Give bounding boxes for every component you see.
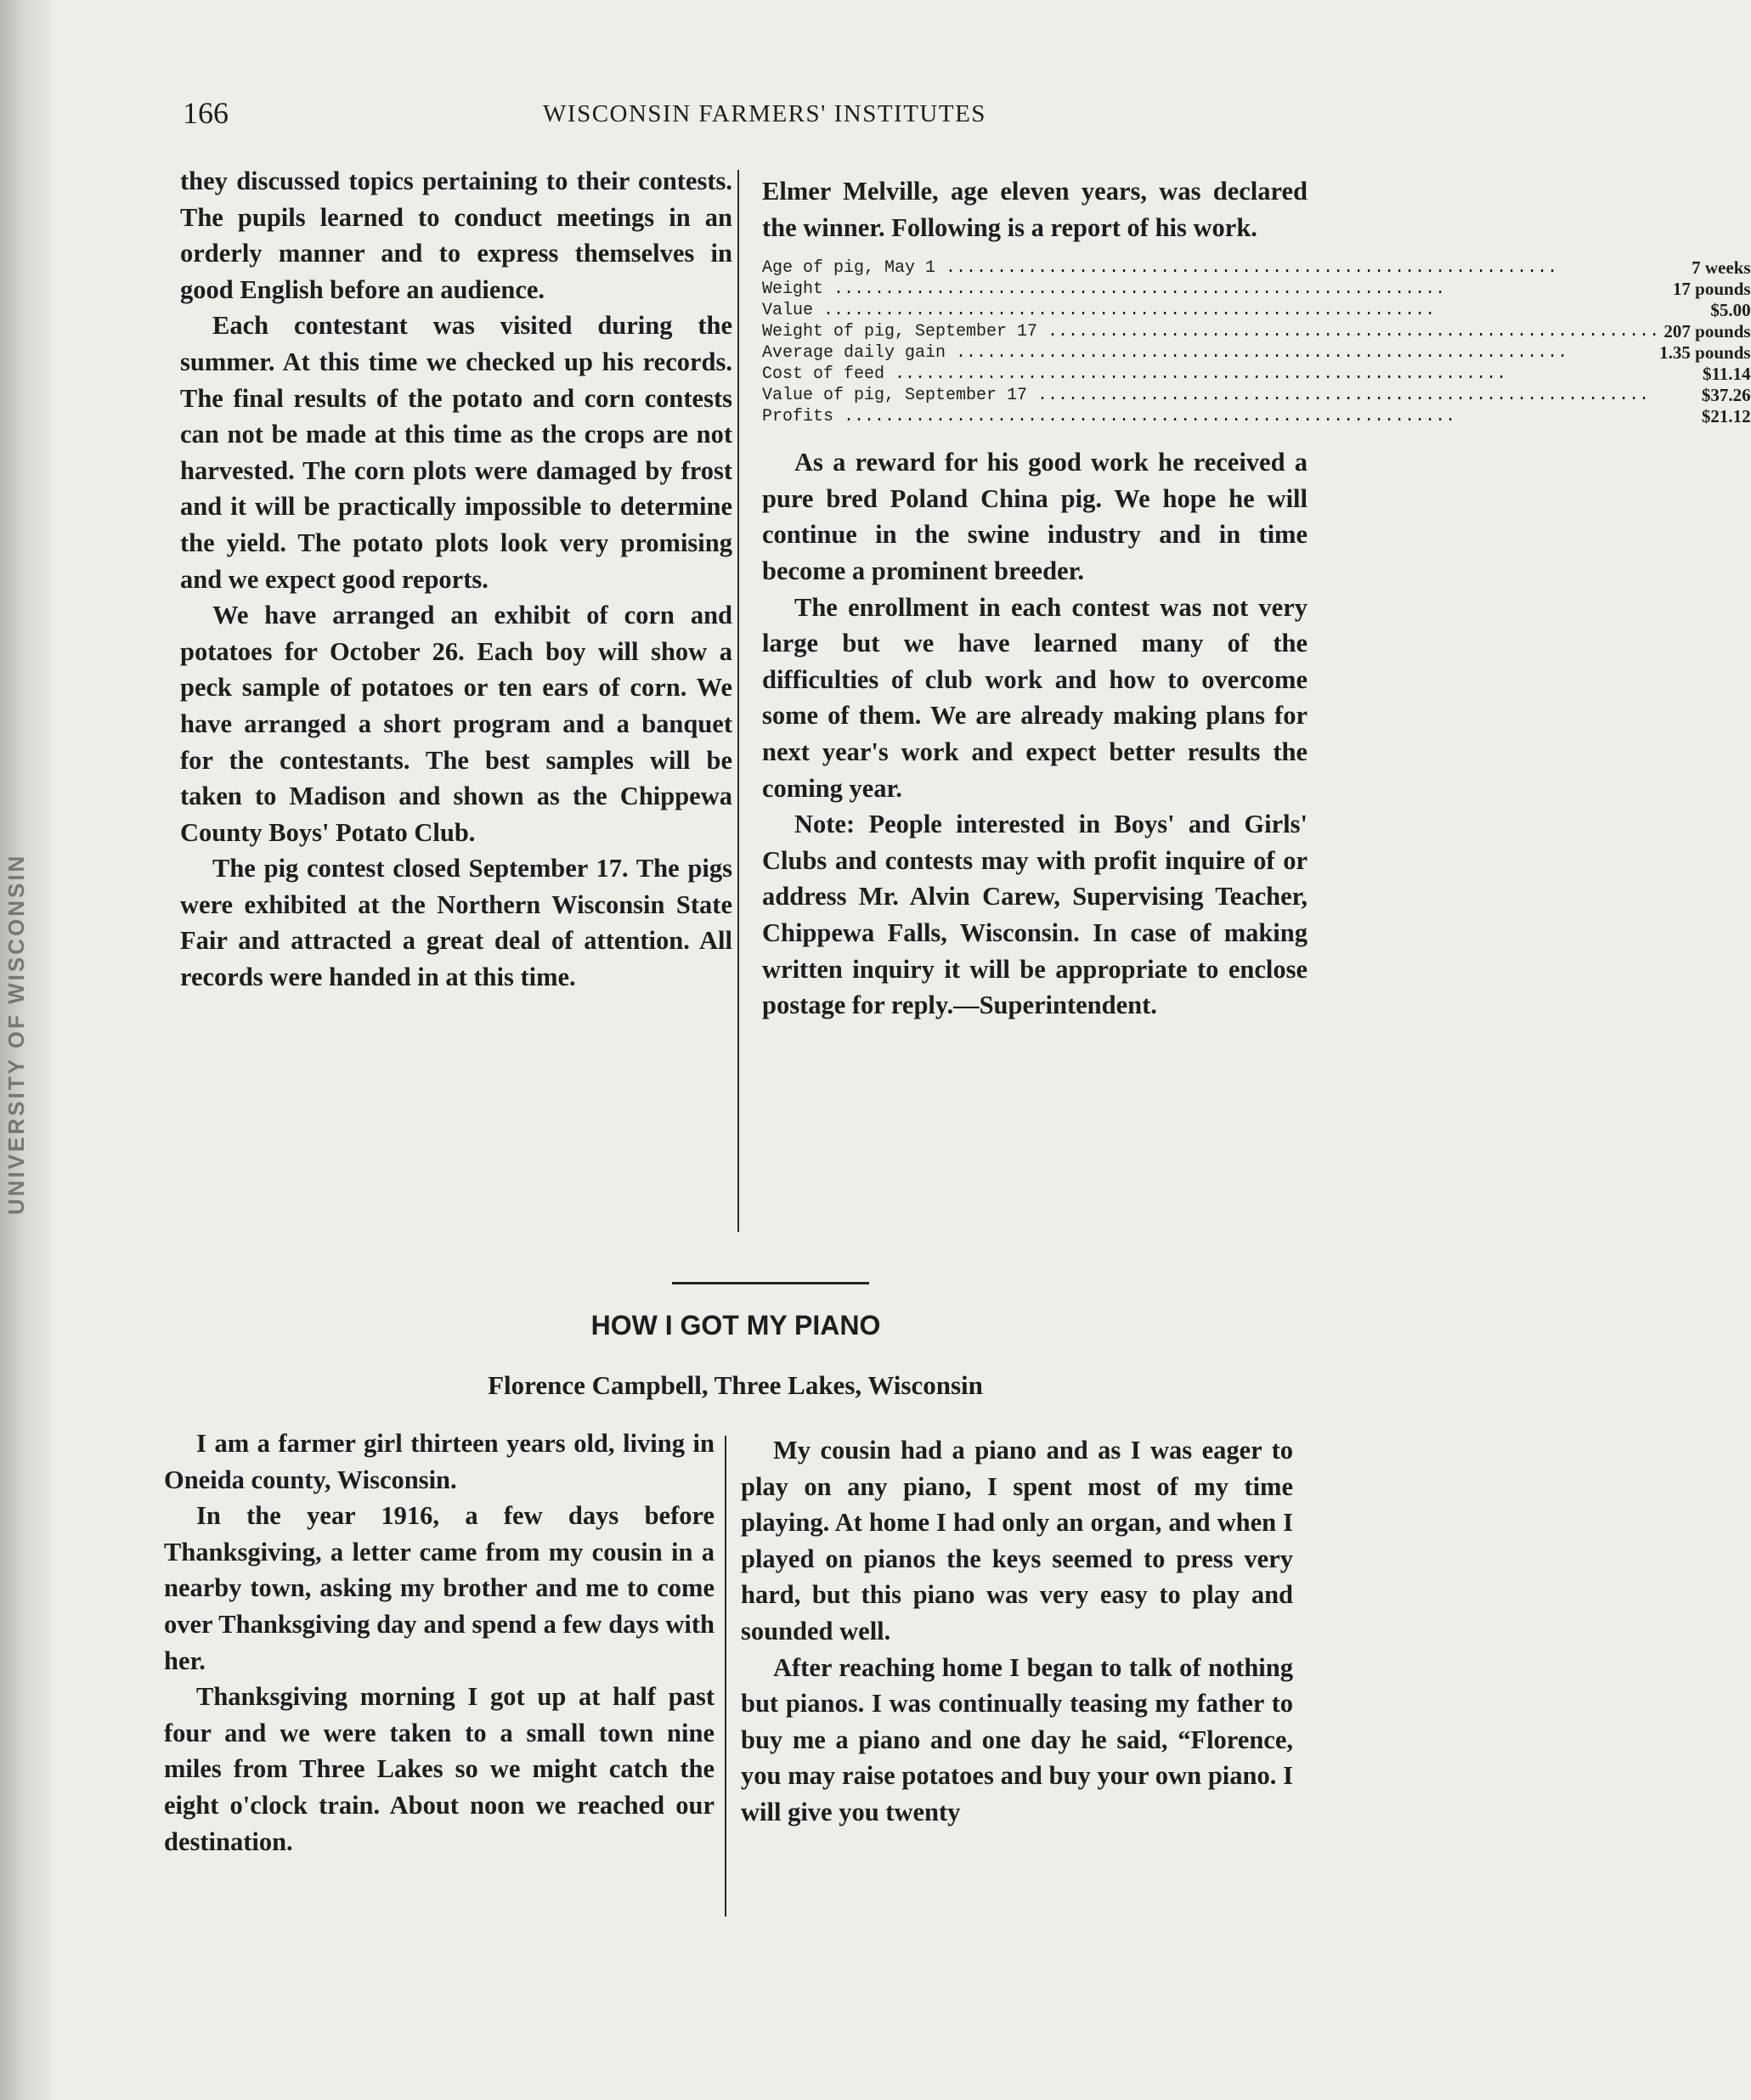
record-label: Weight ............................................................ — [762, 279, 1446, 300]
top-left-column — [180, 163, 732, 996]
record-row — [762, 257, 1751, 279]
record-row — [762, 406, 1751, 427]
paragraph: Each contestant was visited during the summer. At this time we checked up his records. The final results of the potato and corn contests can not be made at this time as the crops are not harvested. The corn plots were damaged by frost and it will be practically impossible to determine the yield. The potato plots look very promising and we expect good reports. — [180, 311, 732, 594]
column-divider — [725, 1436, 726, 1917]
record-value: 1.35 pounds — [1659, 342, 1751, 364]
bottom-left-column — [164, 1425, 715, 1860]
record-row — [762, 385, 1751, 406]
paragraph: My cousin had a piano and as I was eager to play on any piano, I spent most of my time playing. At home I had only an organ, and when I played on pianos the keys seemed to press very hard, but this piano was very easy to play and sounded well. — [741, 1436, 1293, 1646]
record-value: 207 pounds — [1663, 321, 1751, 342]
paragraph: After reaching home I began to talk of nothing but pianos. I was continually teasing my father to buy me a piano and one day he said, “Florence, you may raise potatoes and buy your own piano. I will give you twenty — [741, 1652, 1293, 1826]
article-title: HOW I GOT MY PIANO — [590, 1310, 881, 1341]
library-stamp: UNIVERSITY OF WISCONSIN — [3, 853, 29, 1215]
paragraph: The enrollment in each contest was not very large but we have learned many of the difficulties of club work and how to overcome some of them. We are already making plans for next year's work and expect better results the coming year. — [762, 592, 1308, 803]
running-head: WISCONSIN FARMERS' INSTITUTES — [543, 100, 986, 127]
paragraph: Note: People interested in Boys' and Girls' Clubs and contests may with profit inquire of or address Mr. Alvin Carew, Supervising Teacher, Chippewa Falls, Wisconsin. In case of making written inquiry it will be appropriate to enclose postage for reply.—Superintendent. — [762, 810, 1308, 1020]
record-row — [762, 364, 1751, 385]
record-value: 7 weeks — [1692, 257, 1751, 279]
paragraph: The pig contest closed September 17. The pigs were exhibited at the Northern Wisconsin State Fair and attracted a great deal of attention. All records were handed in at this time. — [180, 854, 732, 992]
record-value: 17 pounds — [1672, 279, 1751, 300]
record-label: Profits ............................................................ — [762, 407, 1456, 427]
paragraph: As a reward for his good work he received a pure bred Poland China pig. We hope he will continue in the swine industry and in time become a prominent breeder. — [762, 448, 1308, 585]
bottom-right-column — [741, 1432, 1293, 1831]
record-label: Weight of pig, September 17 ............................................................ — [762, 322, 1660, 342]
article-byline: Florence Campbell, Three Lakes, Wisconsin — [488, 1370, 983, 1400]
top-right-column — [762, 173, 1751, 1024]
record-row — [762, 279, 1751, 300]
record-value: $5.00 — [1710, 300, 1751, 321]
record-label: Age of pig, May 1 ............................................................ — [762, 258, 1558, 279]
record-label: Value of pig, September 17 ............................................................ — [762, 386, 1650, 406]
record-value: $11.14 — [1702, 364, 1751, 385]
record-value: $37.26 — [1701, 385, 1751, 406]
pig-record-table — [762, 257, 1751, 427]
section-divider — [672, 1282, 869, 1284]
record-row — [762, 321, 1751, 342]
record-value: $21.12 — [1701, 406, 1751, 427]
record-row — [762, 342, 1751, 364]
record-row — [762, 300, 1751, 321]
column-divider — [737, 170, 739, 1232]
paragraph: In the year 1916, a few days before Thanksgiving, a letter came from my cousin in a nearby town, asking my brother and me to come over Thanksgiving day and spend a few days with her. — [164, 1501, 715, 1675]
paragraph: Thanksgiving morning I got up at half past four and we were taken to a small town nine miles from Three Lakes so we might catch the eight o'clock train. About noon we reached our destination. — [164, 1682, 715, 1856]
paragraph: they discussed topics pertaining to their contests. The pupils learned to conduct meetings in an orderly manner and to express themselves in good English before an audience. — [180, 167, 732, 304]
paragraph: Elmer Melville, age eleven years, was declared the winner. Following is a report of his work. — [762, 177, 1308, 242]
paragraph: We have arranged an exhibit of corn and potatoes for October 26. Each boy will show a peck sample of potatoes or ten ears of corn. We have arranged a short program and a banquet for the contestants. The best samples will be taken to Madison and shown as the Chippewa County Boys' Potato Club. — [180, 601, 732, 847]
page-number: 166 — [183, 96, 229, 130]
record-label: Cost of feed ............................................................ — [762, 364, 1507, 385]
record-label: Average daily gain ............................................................ — [762, 343, 1568, 364]
paragraph: I am a farmer girl thirteen years old, living in Oneida county, Wisconsin. — [164, 1429, 715, 1494]
record-label: Value ............................................................ — [762, 301, 1436, 321]
